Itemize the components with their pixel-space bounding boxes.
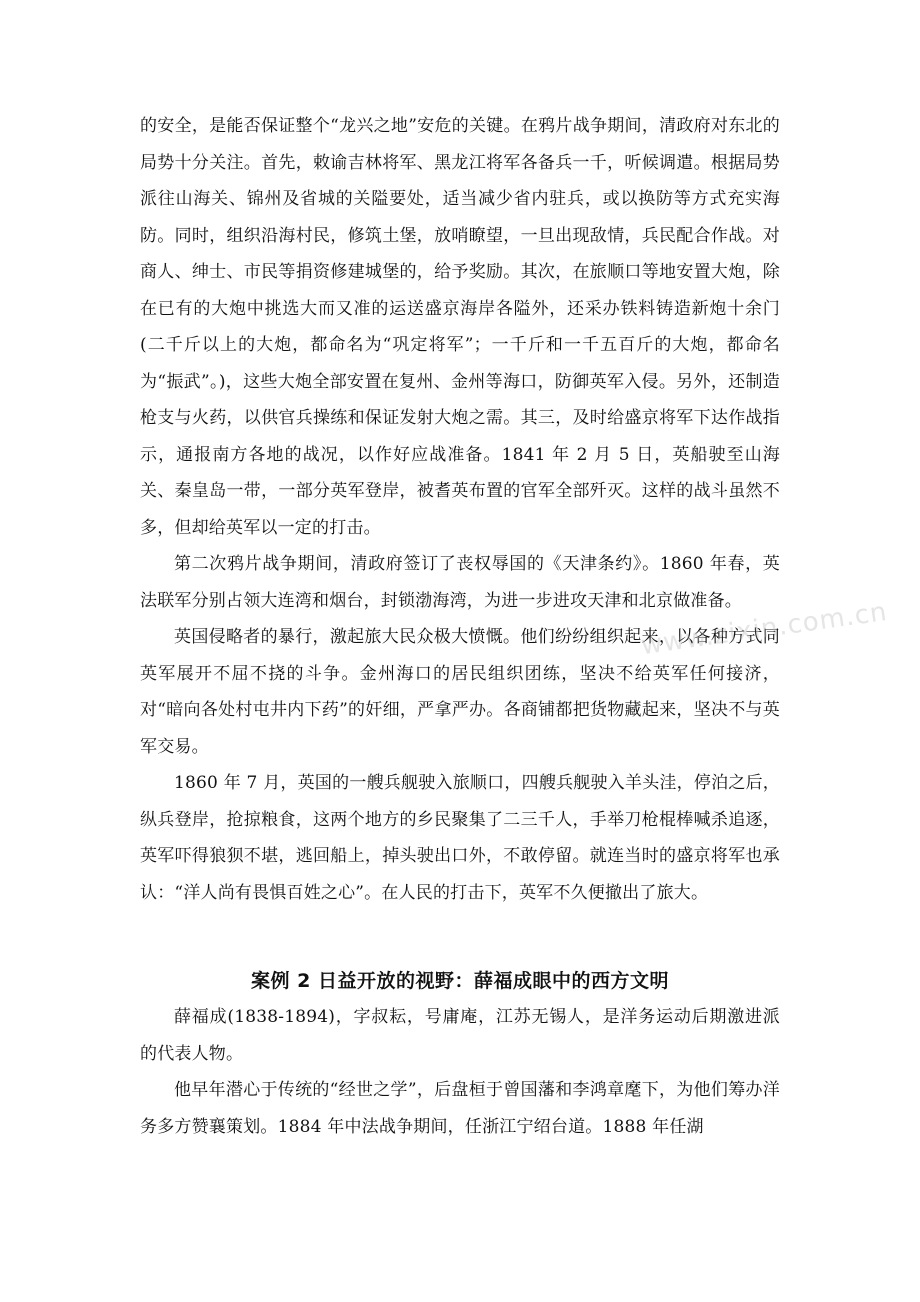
paragraph-5: 薛福成(1838-1894)，字叔耘，号庸庵，江苏无锡人，是洋务运动后期激进派的代表人物。 (140, 1007, 780, 1064)
watermark: www.zixin.com.cn (639, 596, 890, 662)
paragraph-4: 1860 年 7 月，英国的一艘兵舰驶入旅顺口，四艘兵舰驶入羊头洼，停泊之后，纵兵登岸，抢掠粮食，这两个地方的乡民聚集了二三千人，手举刀枪棍棒喊杀追逐，英军吓得狼狈不堪，逃回船上，掉头驶出口外，不敢停留。就连当时的盛京将军也承认：“洋人尚有畏惧百姓之心”。在人民的打击下，英军不久便撤出了旅大。 (140, 773, 780, 903)
paragraph-1: 的安全，是能否保证整个“龙兴之地”安危的关键。在鸦片战争期间，清政府对东北的局势十分关注。首先，敕谕吉林将军、黑龙江将军各备兵一千，听候调遣。根据局势派往山海关、锦州及省城的关隘要处，适当减少省内驻兵，或以换防等方式充实海防。同时，组织沿海村民，修筑土堡，放哨瞭望，一旦出现敌情，兵民配合作战。对商人、绅士、市民等捐资修建城堡的，给予奖励。其次，在旅顺口等地安置大炮，除在已有的大炮中挑选大而又准的运送盛京海岸各隘外，还采办铁料铸造新炮十余门(二千斤以上的大炮，都命名为“巩定将军”；一千斤和一千五百斤的大炮，都命名为“振武”。)，这些大炮全部安置在复州、金州等海口，防御英军入侵。另外，还制造枪支与火药，以供官兵操练和保证发射大炮之需。其三，及时给盛京将军下达作战指示，通报南方各地的战况，以作好应战准备。1841 年 2 月 5 日，英船驶至山海关、秦皇岛一带，一部分英军登岸，被耆英布置的官军全部歼灭。这样的战斗虽然不多，但却给英军以一定的打击。 (140, 116, 780, 538)
section-gap (140, 911, 780, 963)
document-page (140, 108, 780, 1145)
paragraph-6: 他早年潜心于传统的“经世之学”，后盘桓于曾国藩和李鸿章麾下，为他们筹办洋务多方赞襄策划。1884 年中法战争期间，任浙江宁绍台道。1888 年任湖 (140, 1080, 780, 1137)
paragraph-2: 第二次鸦片战争期间，清政府签订了丧权辱国的《天津条约》。1860 年春，英法联军分别占领大连湾和烟台，封锁渤海湾，为进一步进攻天津和北京做准备。 (140, 554, 780, 611)
paragraph-3: 英国侵略者的暴行，激起旅大民众极大愤慨。他们纷纷组织起来，以各种方式同英军展开不屈不挠的斗争。金州海口的居民组织团练，坚决不给英军任何接济，对“暗向各处村屯井内下药”的奸细，严拿严办。各商铺都把货物藏起来，坚决不与英军交易。 (140, 627, 780, 757)
case-heading: 案例 2 日益开放的视野：薛福成眼中的西方文明 (251, 970, 669, 992)
